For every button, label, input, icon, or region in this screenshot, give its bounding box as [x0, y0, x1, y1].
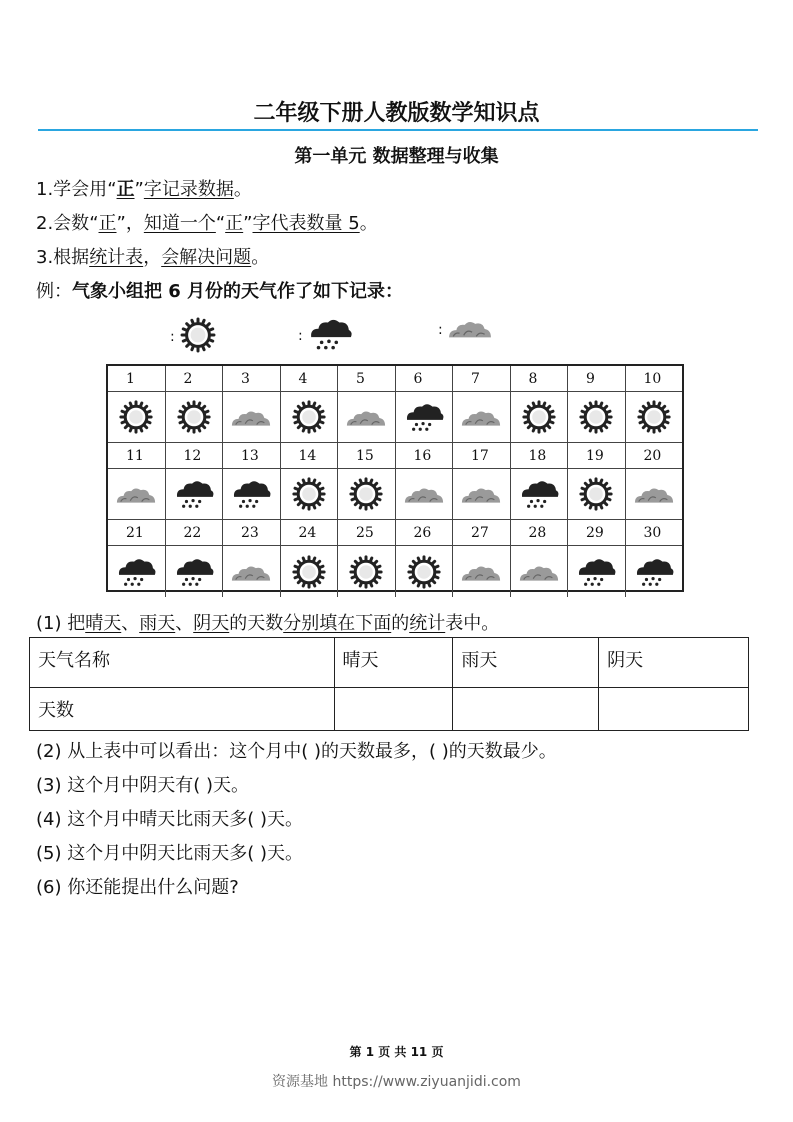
sun-icon	[281, 469, 339, 520]
sun-icon	[108, 392, 166, 443]
rain-cloud-icon	[108, 546, 166, 597]
text-underlined: 会解决问题	[161, 247, 252, 268]
overcast-cloud-icon	[453, 469, 511, 520]
sun-icon	[396, 546, 454, 597]
sun-icon	[338, 469, 396, 520]
text: 的	[391, 613, 410, 634]
day-number: 20	[626, 443, 683, 469]
weather-icon-row	[108, 469, 682, 520]
text-underlined: 阴天	[193, 613, 230, 634]
weather-legend	[170, 316, 510, 354]
legend-cloudy	[438, 316, 493, 344]
text-underlined: 字代表数量 5	[252, 213, 360, 234]
rain-cloud-icon	[511, 469, 569, 520]
weather-icon-row	[108, 392, 682, 443]
sun-icon	[281, 392, 339, 443]
separator: 、	[121, 613, 140, 634]
day-number: 13	[223, 443, 281, 469]
day-number: 7	[453, 366, 511, 392]
text-underlined: 分别填在下面	[283, 613, 392, 634]
quote: ”，	[116, 213, 144, 234]
rain-cloud-icon	[568, 546, 626, 597]
day-number: 28	[511, 520, 569, 546]
legend-colon: :	[170, 329, 175, 345]
header-rainy: 雨天	[453, 638, 599, 688]
day-number: 27	[453, 520, 511, 546]
day-number-row	[108, 366, 682, 392]
text-underlined: 雨天	[139, 613, 176, 634]
day-number-row	[108, 520, 682, 546]
day-number: 23	[223, 520, 281, 546]
sun-icon	[568, 469, 626, 520]
day-number: 25	[338, 520, 396, 546]
day-number: 6	[396, 366, 454, 392]
day-number: 11	[108, 443, 166, 469]
sun-icon	[338, 546, 396, 597]
page-number: 第 1 页 共 11 页	[349, 1045, 444, 1059]
zheng-char: 正	[225, 213, 244, 234]
quote: “	[107, 179, 117, 200]
question-6: (6) 你还能提出什么问题?	[36, 877, 239, 898]
example-text: 气象小组把 6 月份的天气作了如下记录：	[72, 281, 404, 302]
rain-cloud-icon	[223, 469, 281, 520]
zheng-char: 正	[98, 213, 117, 234]
separator: 、	[175, 613, 194, 634]
title-divider	[38, 129, 758, 131]
day-number: 24	[281, 520, 339, 546]
day-number: 14	[281, 443, 339, 469]
quote: “	[89, 213, 99, 234]
day-number: 8	[511, 366, 569, 392]
text-underlined: 统计表	[89, 247, 144, 268]
rain-cloud-icon	[396, 392, 454, 443]
legend-colon: :	[438, 322, 443, 338]
cell-rainy-count[interactable]	[453, 688, 599, 731]
day-number: 1	[108, 366, 166, 392]
legend-colon: :	[298, 328, 303, 344]
day-number: 3	[223, 366, 281, 392]
overcast-cloud-icon	[223, 392, 281, 443]
sun-icon	[626, 392, 683, 443]
sun-icon	[281, 546, 339, 597]
text: 3.根据	[36, 247, 90, 268]
day-number: 9	[568, 366, 626, 392]
legend-rainy	[298, 316, 353, 356]
day-number: 18	[511, 443, 569, 469]
legend-sunny	[170, 316, 217, 358]
sun-icon	[511, 392, 569, 443]
quote: “	[215, 213, 226, 234]
header-weather-name: 天气名称	[30, 638, 335, 688]
day-number: 2	[166, 366, 224, 392]
day-number: 19	[568, 443, 626, 469]
statistics-table	[29, 637, 749, 731]
day-number: 17	[453, 443, 511, 469]
text-underlined: 统计	[409, 613, 446, 634]
sun-icon	[166, 392, 224, 443]
example-intro	[36, 277, 403, 303]
text: (1) 把	[36, 613, 86, 634]
period: 。	[233, 179, 252, 200]
text: 表中。	[445, 613, 500, 634]
day-number: 5	[338, 366, 396, 392]
quote: ”	[243, 213, 253, 234]
knowledge-point-2	[36, 209, 378, 235]
day-number: 12	[166, 443, 224, 469]
day-number-row	[108, 443, 682, 469]
question-2: (2) 从上表中可以看出：这个月中( )的天数最多，( )的天数最少。	[36, 741, 557, 762]
comma: ，	[143, 247, 162, 268]
overcast-cloud-icon	[453, 546, 511, 597]
overcast-cloud-icon	[338, 392, 396, 443]
rain-cloud-icon	[166, 546, 224, 597]
day-number: 4	[281, 366, 339, 392]
question-3: (3) 这个月中阴天有( )天。	[36, 775, 249, 796]
text: 2.会数	[36, 213, 90, 234]
sun-icon	[568, 392, 626, 443]
weather-icon-row	[108, 546, 682, 597]
header-sunny: 晴天	[334, 638, 453, 688]
cell-sunny-count[interactable]	[334, 688, 453, 731]
day-number: 30	[626, 520, 683, 546]
example-label: 例：	[36, 281, 72, 302]
source-watermark: 资源基地 https://www.ziyuanjidi.com	[272, 1074, 521, 1090]
day-number: 21	[108, 520, 166, 546]
overcast-cloud-icon	[511, 546, 569, 597]
overcast-cloud-icon	[108, 469, 166, 520]
rain-cloud-icon	[166, 469, 224, 520]
period: 。	[251, 247, 270, 268]
row-label-days: 天数	[30, 688, 335, 731]
question-5: (5) 这个月中阴天比雨天多( )天。	[36, 843, 303, 864]
zheng-char: 正	[116, 179, 135, 200]
sun-icon	[179, 316, 217, 358]
day-number: 16	[396, 443, 454, 469]
rain-cloud-icon	[307, 316, 353, 356]
overcast-cloud-icon	[447, 316, 493, 344]
section-heading: 第一单元 数据整理与收集	[294, 146, 499, 167]
text: 1.学会用	[36, 179, 108, 200]
text-underlined: 字记录数据	[143, 179, 234, 200]
day-number: 10	[626, 366, 683, 392]
text-underlined: 晴天	[85, 613, 122, 634]
weather-record-grid	[106, 364, 684, 592]
page-title: 二年级下册人教版数学知识点	[253, 101, 540, 126]
period: 。	[359, 213, 378, 234]
cell-cloudy-count[interactable]	[599, 688, 749, 731]
knowledge-point-3	[36, 243, 269, 269]
overcast-cloud-icon	[223, 546, 281, 597]
day-number: 22	[166, 520, 224, 546]
day-number: 15	[338, 443, 396, 469]
overcast-cloud-icon	[453, 392, 511, 443]
question-1	[36, 609, 499, 635]
text: 的天数	[229, 613, 284, 634]
overcast-cloud-icon	[396, 469, 454, 520]
day-number: 29	[568, 520, 626, 546]
quote: ”	[134, 179, 144, 200]
text-underlined: 知道一个	[143, 213, 216, 234]
knowledge-point-1	[36, 175, 252, 201]
rain-cloud-icon	[626, 546, 683, 597]
day-number: 26	[396, 520, 454, 546]
overcast-cloud-icon	[626, 469, 683, 520]
question-4: (4) 这个月中晴天比雨天多( )天。	[36, 809, 303, 830]
header-cloudy: 阴天	[599, 638, 749, 688]
